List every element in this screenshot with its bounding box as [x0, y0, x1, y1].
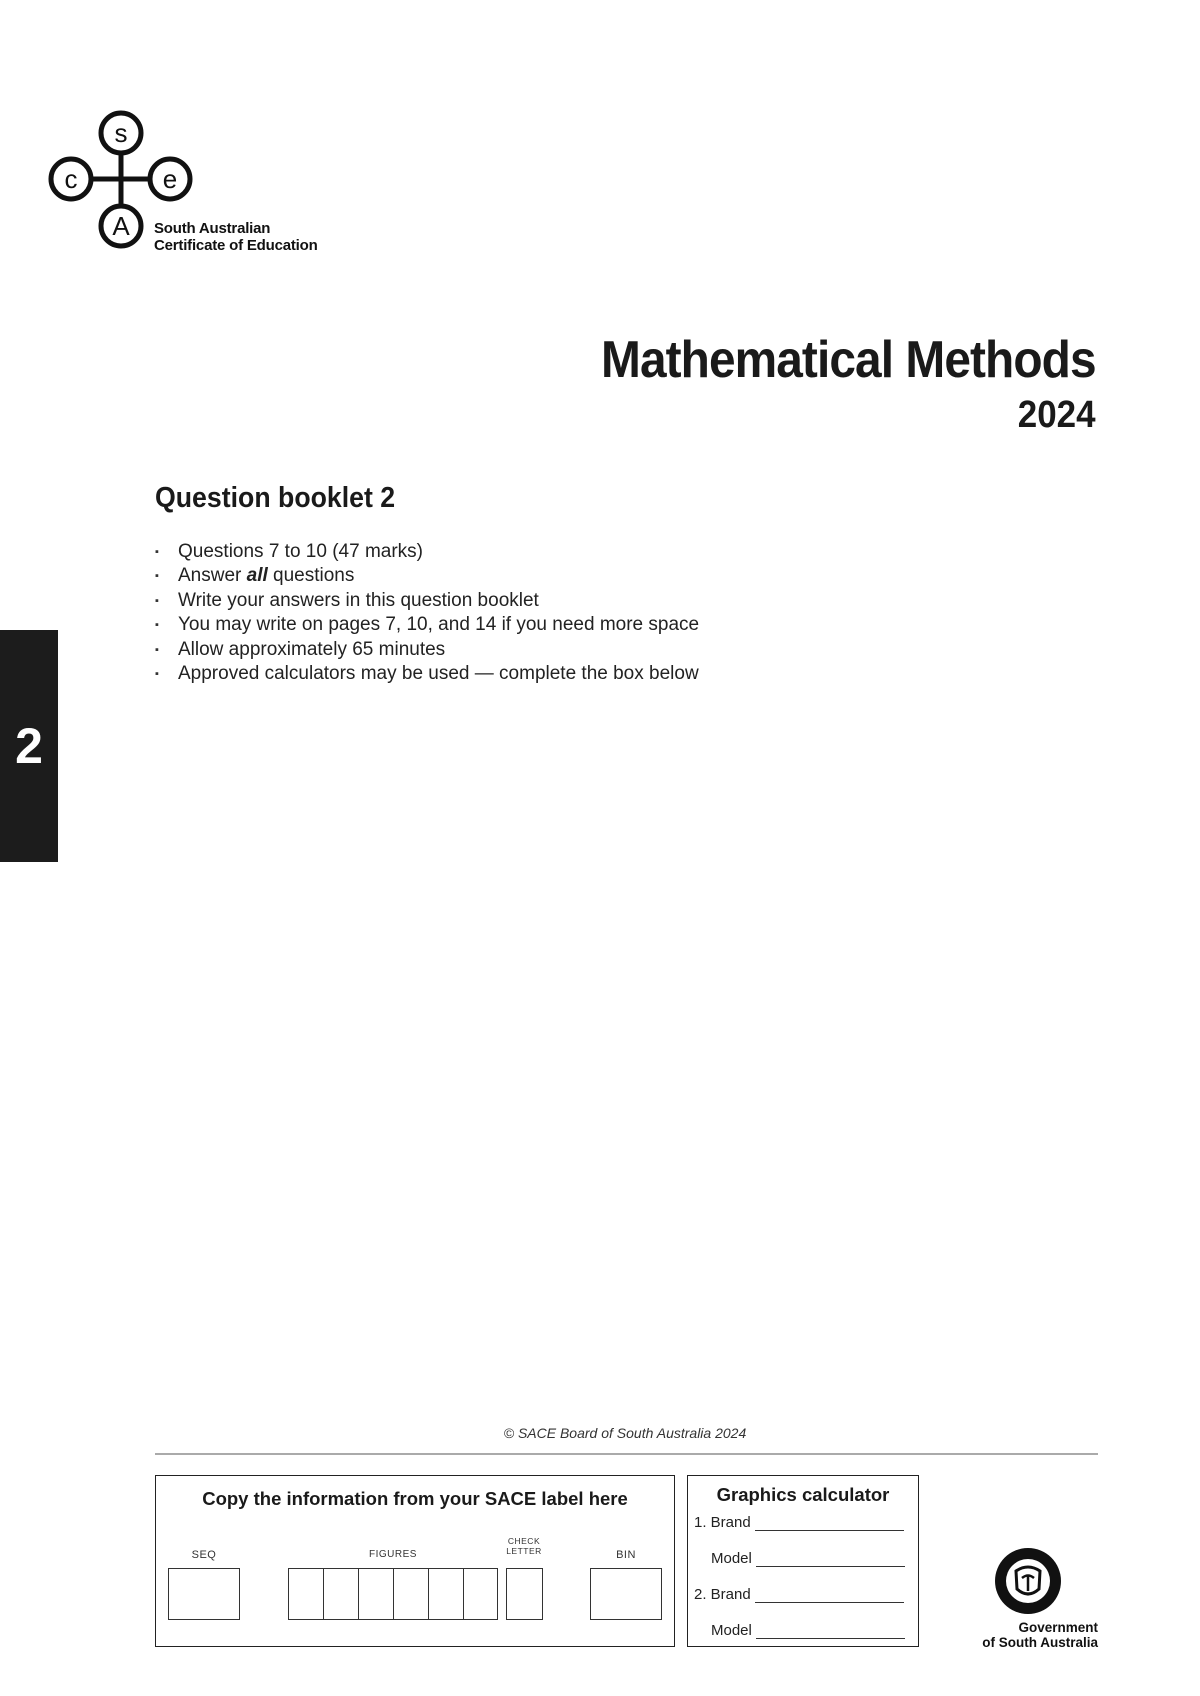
instructions-list: [155, 540, 699, 686]
check-letter-field[interactable]: [506, 1568, 543, 1620]
government-emblem-icon: [992, 1545, 1064, 1617]
logo-text-line1: South Australian: [154, 220, 271, 237]
exam-year: 2024: [1018, 394, 1096, 436]
logo-text-line2: Certificate of Education: [154, 237, 318, 254]
divider: [155, 1453, 1098, 1455]
brand1-field[interactable]: [755, 1516, 904, 1531]
booklet-number-tab: 2: [0, 630, 58, 862]
figures-cell-divider: [428, 1569, 429, 1619]
instruction-item: ▪ Write your answers in this question booklet: [155, 589, 699, 613]
check-letter-caption: CHECK LETTER: [506, 1536, 542, 1556]
logo-text: [154, 220, 318, 254]
sace-label-box: [155, 1475, 675, 1647]
instruction-item: ▪ Questions 7 to 10 (47 marks): [155, 540, 699, 564]
logo-letter-c: c: [64, 164, 78, 194]
brand2-row: [694, 1586, 904, 1603]
model2-label: Model: [711, 1622, 752, 1639]
copyright-notice: © SACE Board of South Australia 2024: [503, 1425, 747, 1441]
gov-text-line2: of South Australia: [982, 1635, 1098, 1650]
model2-field[interactable]: [756, 1624, 905, 1639]
brand2-label: 2. Brand: [694, 1586, 751, 1603]
bin-caption: BIN: [616, 1549, 636, 1561]
brand1-label: 1. Brand: [694, 1514, 751, 1531]
gov-text-line1: Government: [1018, 1620, 1098, 1635]
instruction-item: ▪ Allow approximately 65 minutes: [155, 638, 699, 662]
brand2-field[interactable]: [755, 1588, 904, 1603]
booklet-heading: Question booklet 2: [155, 482, 396, 514]
government-text: [940, 1620, 1098, 1650]
figures-cell-divider: [393, 1569, 394, 1619]
logo-letter-e: e: [162, 164, 178, 194]
figures-field[interactable]: [288, 1568, 498, 1620]
label-box-title: Copy the information from your SACE label here: [202, 1488, 628, 1509]
model1-label: Model: [711, 1550, 752, 1567]
calculator-box: [687, 1475, 919, 1647]
figures-cell-divider: [358, 1569, 359, 1619]
brand1-row: [694, 1514, 904, 1531]
figures-cell-divider: [463, 1569, 464, 1619]
seq-field[interactable]: [168, 1568, 240, 1620]
instruction-item: ▪ Approved calculators may be used — complete the box below: [155, 662, 699, 686]
page-title: Mathematical Methods: [601, 331, 1096, 389]
bin-field[interactable]: [590, 1568, 662, 1620]
model1-row: [711, 1550, 905, 1567]
calculator-box-title: Graphics calculator: [716, 1484, 890, 1505]
logo-letter-a: A: [112, 211, 130, 241]
instruction-item: ▪ Answer all questions: [155, 564, 699, 588]
figures-caption: FIGURES: [369, 1549, 417, 1560]
logo-letter-s: s: [114, 118, 128, 148]
model1-field[interactable]: [756, 1552, 905, 1567]
figures-cell-divider: [323, 1569, 324, 1619]
instruction-item: ▪ You may write on pages 7, 10, and 14 if you need more space: [155, 613, 699, 637]
seq-caption: SEQ: [191, 1549, 217, 1561]
model2-row: [711, 1622, 905, 1639]
